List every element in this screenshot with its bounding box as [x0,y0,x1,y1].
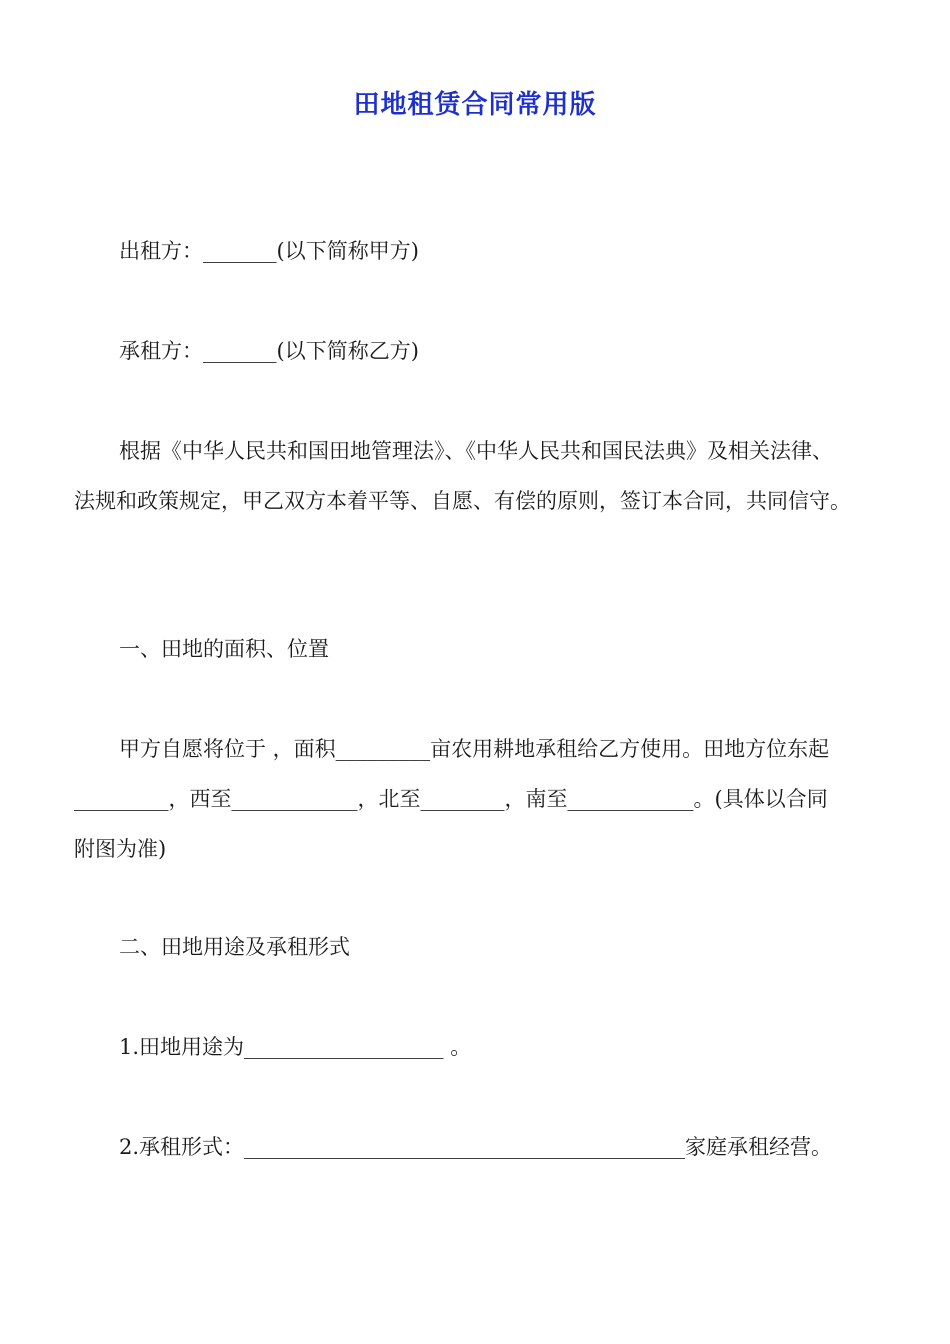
section1-line-1: 甲方自愿将位于 ，面积_________亩农用耕地承租给乙方使用。田地方位东起 [119,737,830,761]
preamble-line-2: 法规和政策规定，甲乙双方本着平等、自愿、有偿的原则，签订本合同，共同信守。 [74,489,851,513]
lessee-line: 承租方：_______(以下简称乙方) [119,339,419,363]
section1-heading: 一、田地的面积、位置 [119,637,329,661]
document-title: 田地租赁合同常用版 [353,90,597,120]
section1-line-2: _________，西至____________，北至________，南至____________。(具体以合同 [74,787,828,811]
preamble-line-1: 根据《中华人民共和国田地管理法》、《中华人民共和国民法典》及相关法律、 [119,439,833,463]
section2-item-1: 1.田地用途为___________________ 。 [119,1035,472,1059]
section1-line-3: 附图为准) [74,837,167,861]
lessor-line: 出租方：_______(以下简称甲方) [119,239,419,263]
section2-item-2: 2.承租形式：__________________________________________家庭承租经营。 [119,1135,833,1159]
section2-heading: 二、田地用途及承租形式 [119,935,350,959]
